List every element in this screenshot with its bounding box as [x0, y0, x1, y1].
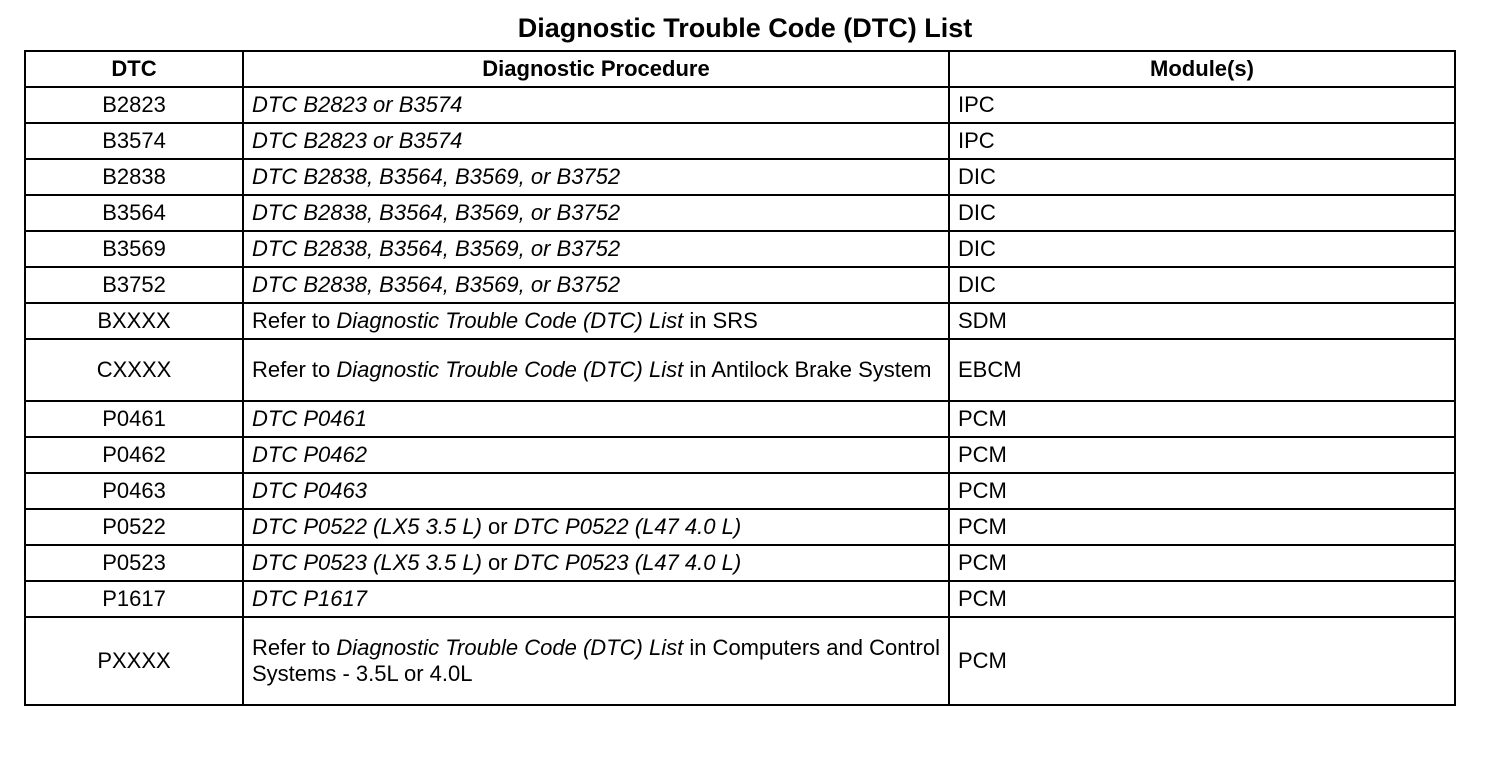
dtc-code-cell: P1617 [25, 581, 243, 617]
dtc-table [24, 50, 1456, 706]
procedure-text: Refer to [252, 308, 337, 333]
table-row [25, 473, 1455, 509]
diagnostic-procedure-cell [243, 581, 949, 617]
module-cell: PCM [949, 509, 1455, 545]
procedure-reference: Diagnostic Trouble Code (DTC) List [336, 635, 684, 660]
procedure-text: Refer to [252, 635, 337, 660]
procedure-reference: DTC P0523 (L47 4.0 L) [513, 550, 742, 575]
dtc-code-cell: B3564 [25, 195, 243, 231]
module-cell: DIC [949, 267, 1455, 303]
procedure-text: Refer to [252, 357, 337, 382]
procedure-text: or [481, 514, 514, 539]
table-row [25, 617, 1455, 705]
table-row [25, 437, 1455, 473]
diagnostic-procedure-cell [243, 617, 949, 705]
dtc-code-cell: CXXXX [25, 339, 243, 401]
diagnostic-procedure-cell [243, 339, 949, 401]
diagnostic-procedure-cell [243, 545, 949, 581]
procedure-reference: DTC P0522 (L47 4.0 L) [513, 514, 742, 539]
procedure-reference: DTC P1617 [252, 586, 367, 611]
procedure-reference: DTC P0463 [252, 478, 367, 503]
module-cell: PCM [949, 617, 1455, 705]
table-row [25, 303, 1455, 339]
dtc-code-cell: BXXXX [25, 303, 243, 339]
dtc-code-cell: P0461 [25, 401, 243, 437]
dtc-code-cell: B3569 [25, 231, 243, 267]
diagnostic-procedure-cell [243, 437, 949, 473]
module-cell: SDM [949, 303, 1455, 339]
page-title: Diagnostic Trouble Code (DTC) List [517, 13, 973, 43]
table-row [25, 545, 1455, 581]
diagnostic-procedure-cell [243, 473, 949, 509]
header-procedure: Diagnostic Procedure [243, 51, 949, 87]
procedure-reference: DTC P0462 [252, 442, 367, 467]
dtc-code-cell: P0462 [25, 437, 243, 473]
procedure-reference: Diagnostic Trouble Code (DTC) List [336, 357, 684, 382]
module-cell: PCM [949, 437, 1455, 473]
procedure-reference: DTC P0522 (LX5 3.5 L) [252, 514, 482, 539]
diagnostic-procedure-cell [243, 401, 949, 437]
module-cell: DIC [949, 195, 1455, 231]
table-row [25, 231, 1455, 267]
procedure-text: in SRS [683, 308, 758, 333]
diagnostic-procedure-cell [243, 303, 949, 339]
diagnostic-procedure-cell [243, 231, 949, 267]
procedure-text: in Computers and Control Systems - 3.5L or 4.0L [252, 635, 940, 686]
procedure-reference: DTC B2838, B3564, B3569, or B3752 [252, 164, 621, 189]
dtc-code-cell: B2838 [25, 159, 243, 195]
procedure-reference: DTC P0461 [252, 406, 367, 431]
diagnostic-procedure-cell [243, 509, 949, 545]
table-row [25, 339, 1455, 401]
table-header-row [25, 51, 1455, 87]
module-cell: DIC [949, 159, 1455, 195]
table-row [25, 87, 1455, 123]
table-body [25, 87, 1455, 705]
procedure-reference: DTC B2823 or B3574 [252, 92, 463, 117]
dtc-code-cell: B3752 [25, 267, 243, 303]
procedure-reference: DTC B2838, B3564, B3569, or B3752 [252, 236, 621, 261]
procedure-reference: DTC B2838, B3564, B3569, or B3752 [252, 200, 621, 225]
table-row [25, 401, 1455, 437]
dtc-code-cell: P0523 [25, 545, 243, 581]
table-row [25, 509, 1455, 545]
dtc-code-cell: PXXXX [25, 617, 243, 705]
procedure-text: in Antilock Brake System [683, 357, 932, 382]
diagnostic-procedure-cell [243, 195, 949, 231]
procedure-text: or [481, 550, 514, 575]
module-cell: PCM [949, 473, 1455, 509]
diagnostic-procedure-cell [243, 267, 949, 303]
module-cell: PCM [949, 545, 1455, 581]
procedure-reference: DTC P0523 (LX5 3.5 L) [252, 550, 482, 575]
module-cell: PCM [949, 401, 1455, 437]
dtc-code-cell: B2823 [25, 87, 243, 123]
header-dtc: DTC [25, 51, 243, 87]
table-row [25, 267, 1455, 303]
dtc-code-cell: P0463 [25, 473, 243, 509]
header-modules: Module(s) [949, 51, 1455, 87]
module-cell: PCM [949, 581, 1455, 617]
procedure-reference: DTC B2823 or B3574 [252, 128, 463, 153]
module-cell: DIC [949, 231, 1455, 267]
module-cell: IPC [949, 87, 1455, 123]
procedure-reference: DTC B2838, B3564, B3569, or B3752 [252, 272, 621, 297]
table-row [25, 195, 1455, 231]
dtc-code-cell: P0522 [25, 509, 243, 545]
module-cell: EBCM [949, 339, 1455, 401]
diagnostic-procedure-cell [243, 87, 949, 123]
diagnostic-procedure-cell [243, 123, 949, 159]
table-row [25, 159, 1455, 195]
table-row [25, 123, 1455, 159]
diagnostic-procedure-cell [243, 159, 949, 195]
dtc-code-cell: B3574 [25, 123, 243, 159]
procedure-reference: Diagnostic Trouble Code (DTC) List [336, 308, 684, 333]
table-row [25, 581, 1455, 617]
module-cell: IPC [949, 123, 1455, 159]
